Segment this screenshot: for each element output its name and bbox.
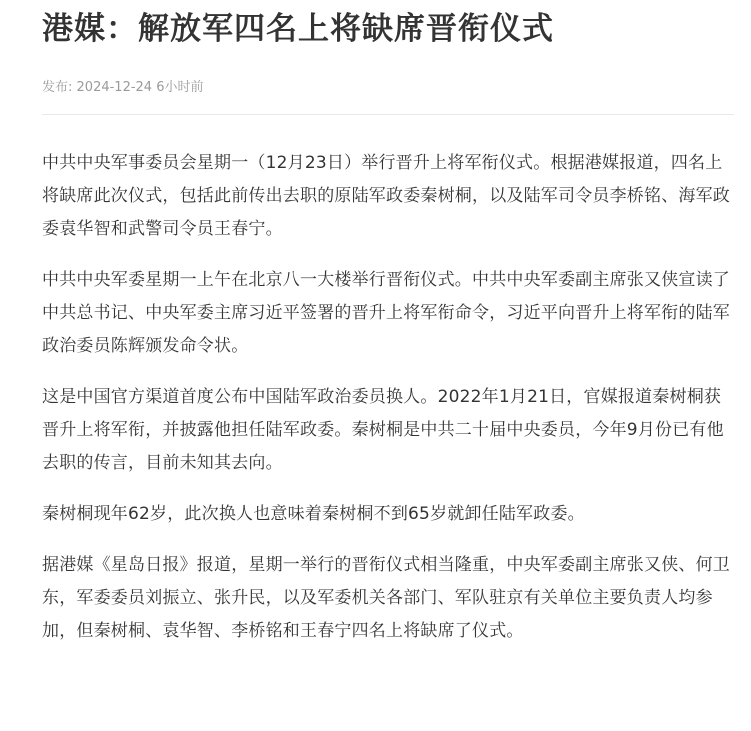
- paragraph: 这是中国官方渠道首度公布中国陆军政治委员换人。2022年1月21日，官媒报道秦树桐获晋升上将军衔，并披露他担任陆军政委。秦树桐是中共二十届中央委员，今年9月份已有他去职的传言，目前未知其去向。: [42, 387, 724, 473]
- paragraph: 中共中央军委星期一上午在北京八一大楼举行晋衔仪式。中共中央军委副主席张又侠宣读了中共总书记、中央军委主席习近平签署的晋升上将军衔命令，习近平向晋升上将军衔的陆军政治委员陈辉颁发命令状。: [42, 270, 730, 356]
- paragraph: 中共中央军事委员会星期一（12月23日）举行晋升上将军衔仪式。根据港媒报道，四名上将缺席此次仪式，包括此前传出去职的原陆军政委秦树桐，以及陆军司令员李桥铭、海军政委袁华智和武警司令员王春宁。: [42, 153, 730, 239]
- article-body: [42, 147, 734, 648]
- relative-time: 6小时前: [156, 80, 204, 95]
- article-title: 港媒：解放军四名上将缺席晋衔仪式: [42, 11, 554, 47]
- paragraph: 秦树桐现年62岁，此次换人也意味着秦树桐不到65岁就卸任陆军政委。: [42, 504, 585, 524]
- meta-divider: [42, 114, 734, 115]
- published-label: 发布:: [42, 80, 73, 95]
- paragraph: 据港媒《星岛日报》报道，星期一举行的晋衔仪式相当隆重，中央军委副主席张又侠、何卫东，军委委员刘振立、张升民，以及军委机关各部门、军队驻京有关单位主要负责人均参加，但秦树桐、袁华智、李桥铭和王春宁四名上将缺席了仪式。: [42, 555, 730, 641]
- article-meta: [42, 79, 734, 97]
- published-date: 2024-12-24: [76, 80, 153, 95]
